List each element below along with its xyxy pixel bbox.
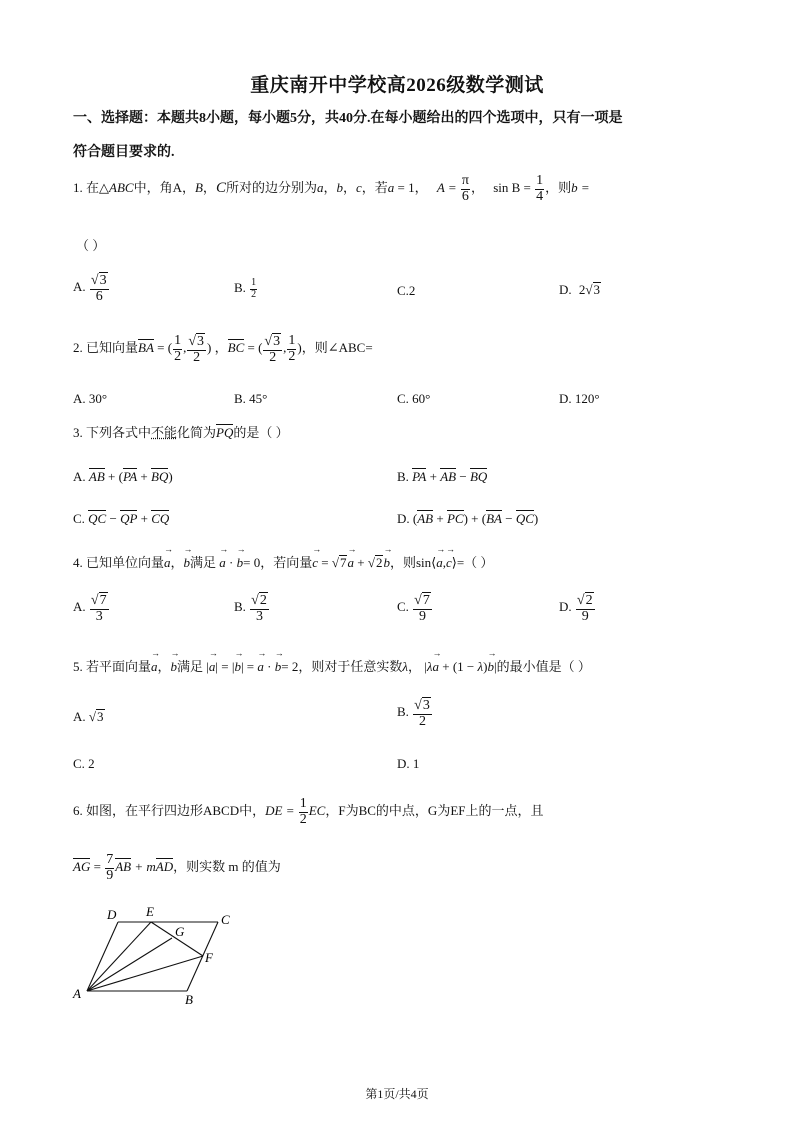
q5-option-c[interactable]: C. 2	[73, 756, 95, 771]
q3-option-a[interactable]: A. AB + (PA + BQ)	[73, 469, 173, 484]
q1-option-b[interactable]: B. $\frac{1}{2}$	[234, 277, 257, 300]
question-6-line2: AG = $\frac{7}{9}$ AB + mAD，则实数 m 的值为	[73, 852, 281, 883]
label-f: F	[205, 950, 213, 965]
fraction-pi-over-6: $\frac{\pi}{6}$	[461, 173, 469, 204]
q5-option-b[interactable]: B. $\frac{√3}{2}$	[397, 698, 430, 729]
label-b: B	[185, 992, 193, 1007]
q2-option-b[interactable]: B. 45°	[234, 391, 268, 406]
fraction-1-over-4: $\frac{1}{4}$	[536, 173, 544, 204]
label-e: E	[146, 904, 154, 919]
question-3: 3. 下列各式中不能化简为PQ的是（ ）	[73, 425, 289, 440]
question-5: 5. 若平面向量→ a，→ b满足 |→ a| = |→ b| = → a · → b= 2，则对于任意实数λ， |λ→ a + (1 − λ)→ b|的最小值是（ ）	[73, 656, 591, 675]
q3-option-b[interactable]: B. PA + AB − BQ	[397, 469, 488, 484]
q4-option-d[interactable]: D. $\frac{√2}{9}$	[559, 593, 593, 624]
label-g: G	[175, 924, 185, 939]
q4-option-a[interactable]: A. $\frac{√7}{3}$	[73, 593, 107, 624]
label-c: C	[221, 912, 230, 927]
q1-answer-paren: （ ）	[76, 238, 106, 253]
q4-option-b[interactable]: B. $\frac{√2}{3}$	[234, 593, 267, 624]
question-1: 1. 在△ABC中，角A，B，C所对的边分别为a，b，c，若a = 1， A = $\frac{\pi}{6}$ ， sin B = $\frac{1}{4}$ ，则b =	[73, 173, 590, 204]
q2-option-d[interactable]: D. 120°	[559, 391, 600, 406]
q3-option-c[interactable]: C. QC − QP + CQ	[73, 511, 170, 526]
question-2: 2. 已知向量BA = ( $\frac{1}{2}$ , $\frac{√3}{2}$ ) ，BC = ( $\frac{√3}{2}$ , $\frac{1}{2}$ )，则∠ABC=	[73, 333, 373, 365]
q3-option-d[interactable]: D. (AB + PC) + (BA − QC)	[397, 511, 539, 526]
label-a: A	[73, 986, 81, 1001]
q2-option-a[interactable]: A. 30°	[73, 391, 108, 406]
segment-af	[87, 956, 203, 991]
q1-option-d[interactable]: D. 2√3	[559, 282, 601, 297]
section-heading-line2: 符合题目要求的.	[73, 145, 175, 160]
q2-option-c[interactable]: C. 60°	[397, 391, 431, 406]
q5-option-d[interactable]: D. 1	[397, 756, 420, 771]
q1-option-c[interactable]: C.2	[397, 283, 416, 298]
question-6-line1: 6. 如图，在平行四边形ABCD中，DE = $\frac{1}{2}$ EC，F为BC的中点，G为EF上的一点，且	[73, 796, 544, 827]
page-title: 重庆南开中学校高2026级数学测试	[250, 75, 544, 96]
q5-option-a[interactable]: A. √3	[73, 709, 104, 724]
label-d: D	[107, 907, 117, 922]
q1-option-a[interactable]: A. $\frac{√3}{6}$	[73, 273, 107, 304]
q4-option-c[interactable]: C. $\frac{√7}{9}$	[397, 593, 430, 624]
parallelogram-figure	[60, 900, 260, 1010]
section-heading-line1: 一、选择题：本题共8小题，每小题5分，共40分.在每小题给出的四个选项中，只有一项是	[73, 111, 623, 126]
page-footer: 第1页/共4页	[365, 1087, 429, 1101]
edge-da	[87, 922, 118, 991]
emphasis-not-able: 不能	[151, 425, 178, 440]
question-4: 4. 已知单位向量→ a，→ b满足 → a · → b= 0，若向量→ c = √7→ a + √2→ b，则sin⟨→ a,→ c⟩=（ ）	[73, 552, 493, 571]
